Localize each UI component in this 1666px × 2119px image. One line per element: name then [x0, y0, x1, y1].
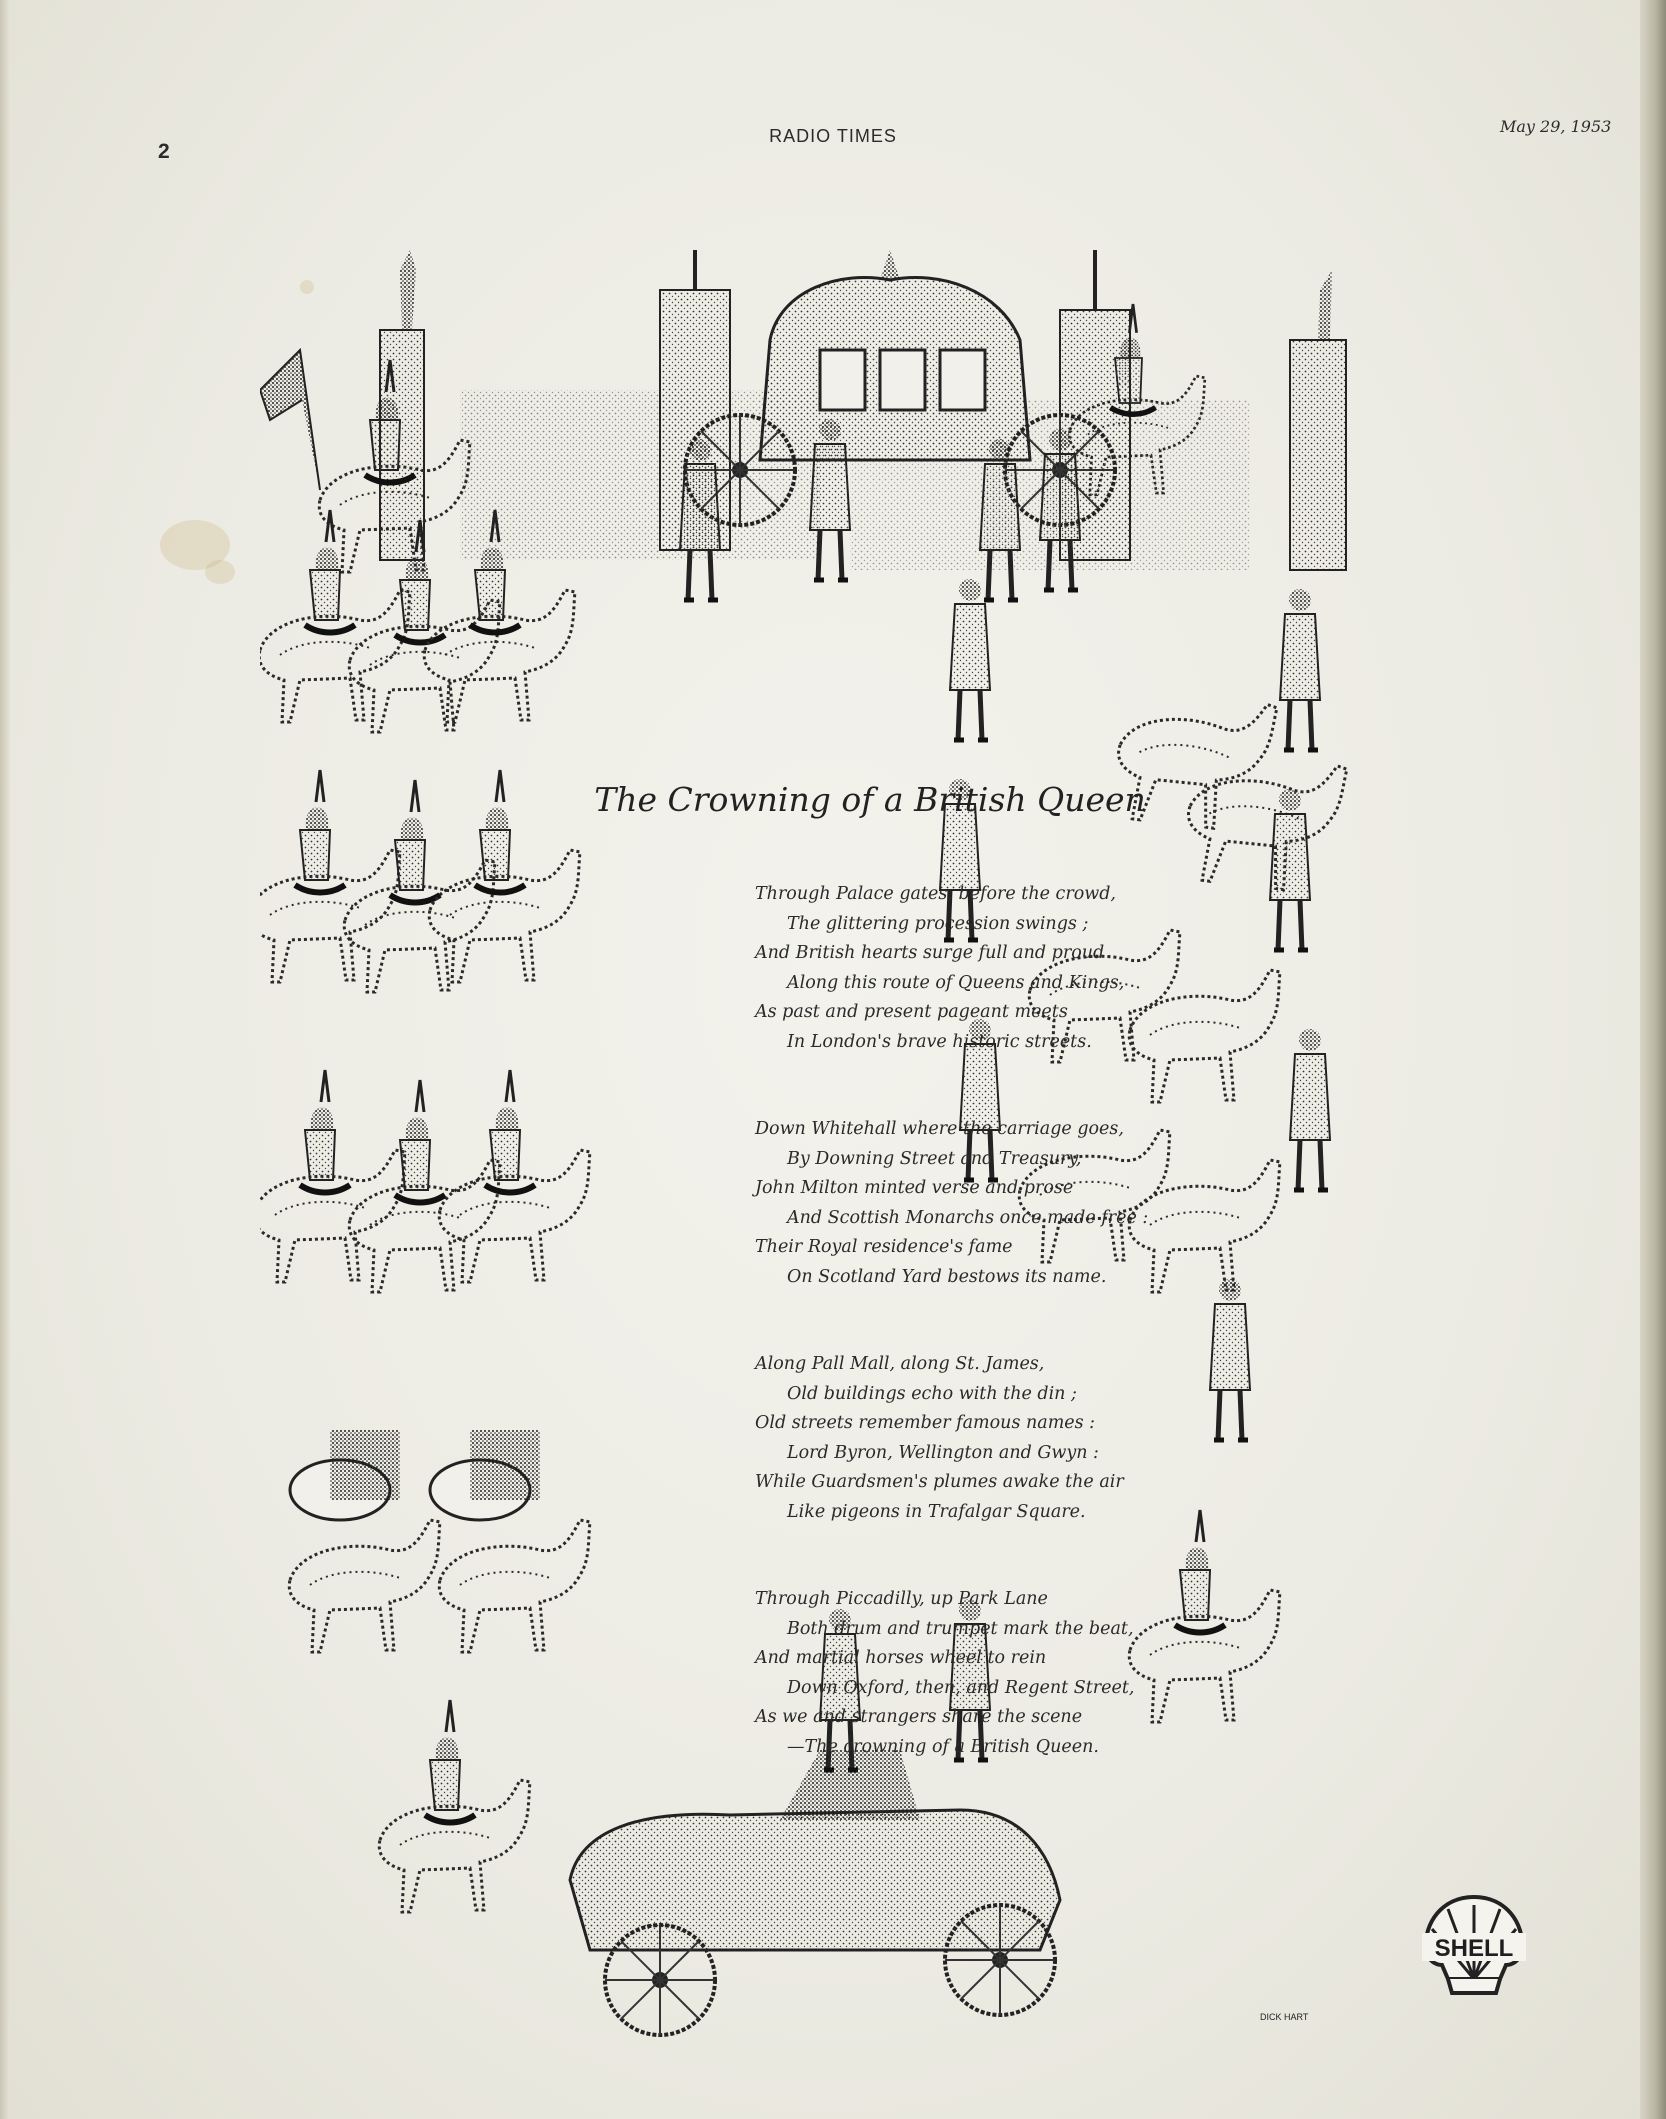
poem-line: And British hearts surge full and proud	[755, 943, 1105, 963]
poem-line: Old buildings echo with the din ;	[787, 1383, 1077, 1404]
poem-line: While Guardsmen's plumes awake the air	[755, 1472, 1124, 1492]
shell-logo-text: SHELL	[1434, 1935, 1514, 1962]
poem-stanza	[755, 1115, 1215, 1292]
poem-stanza	[755, 1350, 1215, 1527]
poem-stanza	[755, 1585, 1215, 1762]
poem-line: In London's brave historic streets.	[787, 1031, 1092, 1052]
masthead: RADIO TIMES	[769, 126, 897, 146]
poem-line: Down Oxford, then, and Regent Street,	[787, 1677, 1135, 1698]
poem-line: Both drum and trumpet mark the beat,	[787, 1618, 1134, 1639]
poem-line: Through Palace gates, before the crowd,	[755, 884, 1116, 904]
shell-scallop-icon	[1418, 1893, 1530, 1997]
poem-line: Through Piccadilly, up Park Lane	[755, 1589, 1048, 1609]
poem-line: The glittering procession swings ;	[787, 913, 1089, 934]
poem-line: Down Whitehall where the carriage goes,	[755, 1119, 1124, 1139]
poem-line: Along this route of Queens and Kings,	[787, 972, 1125, 993]
poem-title: The Crowning of a British Queen	[594, 780, 1146, 819]
poem-line: Along Pall Mall, along St. James,	[755, 1354, 1045, 1374]
poem-line: Old streets remember famous names :	[755, 1413, 1096, 1433]
poem-body	[755, 880, 1215, 1820]
poem-line: —The crowning of a British Queen.	[787, 1736, 1099, 1757]
poem-stanza	[755, 880, 1215, 1057]
poem-line: As we and strangers share the scene	[755, 1707, 1083, 1727]
page-left-edge	[0, 0, 10, 2119]
artist-signature: DICK HART	[1260, 2012, 1309, 2022]
poem-line: Lord Byron, Wellington and Gwyn :	[787, 1442, 1099, 1463]
poem-line: John Milton minted verse and prose	[755, 1178, 1074, 1198]
poem-line: And Scottish Monarchs once made free :	[787, 1207, 1149, 1228]
poem-line: On Scotland Yard bestows its name.	[787, 1266, 1107, 1287]
cavalry-column-left	[260, 510, 590, 1652]
poem-line: Like pigeons in Trafalgar Square.	[787, 1501, 1086, 1522]
poem-line: And martial horses wheel to rein	[755, 1648, 1047, 1668]
paper-stain	[205, 560, 235, 584]
issue-date: May 29, 1953	[1500, 117, 1612, 136]
poem-line: Their Royal residence's fame	[755, 1237, 1013, 1257]
page-right-edge	[1640, 0, 1666, 2119]
poem-line: As past and present pageant meets	[755, 1002, 1068, 1022]
page-number: 2	[158, 140, 170, 163]
poem-line: By Downing Street and Treasury,	[787, 1148, 1082, 1169]
